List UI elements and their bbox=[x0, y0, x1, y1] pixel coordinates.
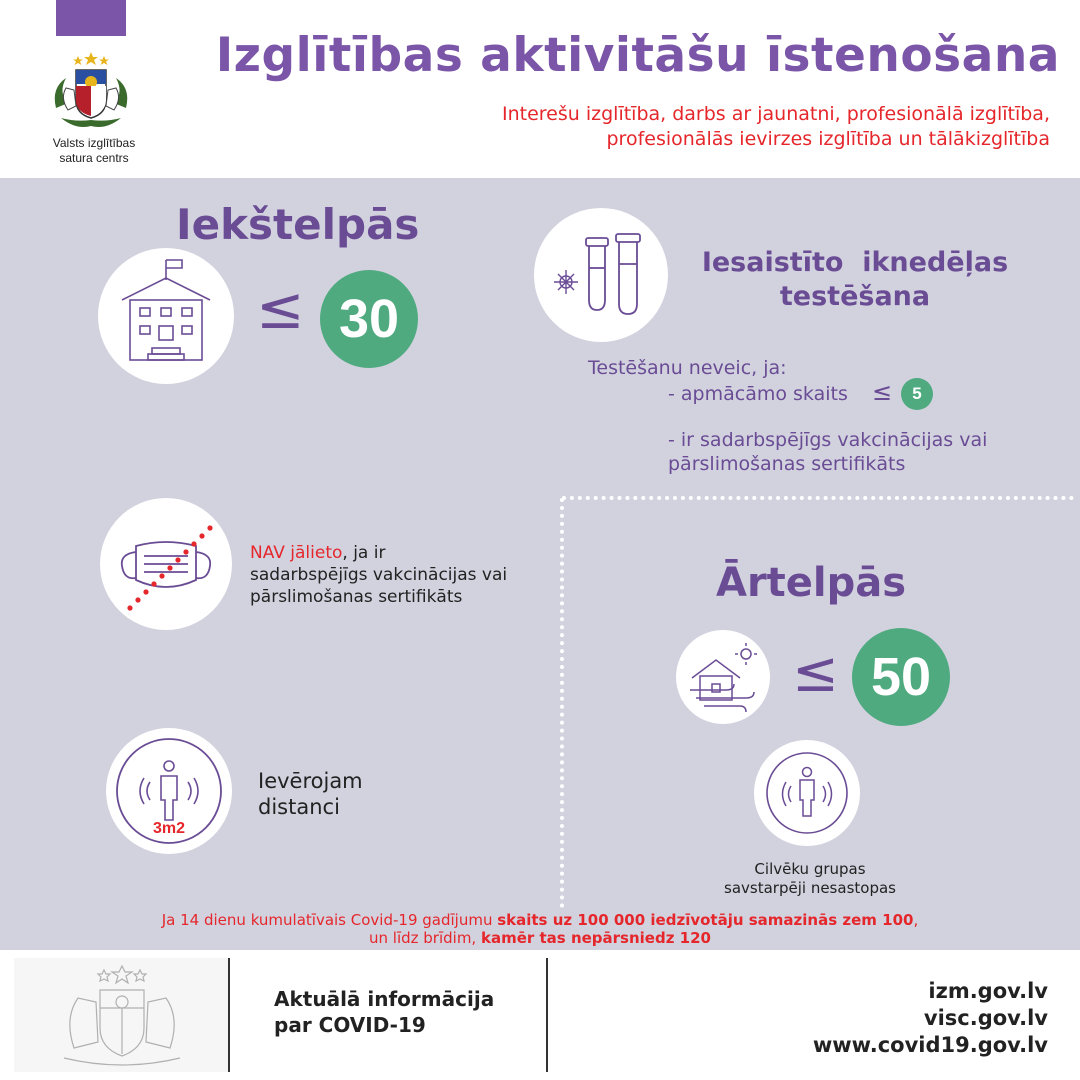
distance-text-line2: distanci bbox=[258, 795, 340, 819]
face-mask-icon bbox=[100, 498, 232, 630]
house-wind-sun-icon bbox=[676, 630, 770, 724]
note-part1-end: , bbox=[913, 911, 919, 929]
indoor-heading: Iekštelpās bbox=[176, 200, 420, 249]
test-icon-circle bbox=[534, 208, 668, 342]
testing-heading-line2: testēšana bbox=[779, 281, 931, 312]
testing-condition1: - apmācāmo skaits bbox=[668, 383, 848, 405]
footer-link-visc[interactable]: visc.gov.lv bbox=[923, 1006, 1048, 1030]
testing-condition2-line2: pārslimošanas sertifikāts bbox=[668, 453, 906, 475]
testing-condition2 bbox=[668, 428, 987, 476]
footer-divider-left bbox=[228, 958, 230, 1072]
distance-icon-circle bbox=[106, 728, 232, 854]
indoor-leq-symbol: ≤ bbox=[256, 274, 305, 342]
page-subtitle bbox=[360, 102, 1050, 152]
subtitle-line2: profesionālās ievirzes izglītība un tālākizglītība bbox=[606, 128, 1050, 150]
coat-of-arms-icon bbox=[46, 48, 136, 138]
groups-text-line1: Cilvēku grupas bbox=[754, 860, 866, 878]
section-divider-horizontal bbox=[562, 496, 1074, 500]
outdoor-limit-badge: 50 bbox=[852, 628, 950, 726]
groups-icon-circle bbox=[754, 740, 860, 846]
org-name-line1: Valsts izglītības bbox=[52, 136, 136, 150]
outdoor-icon-circle bbox=[676, 630, 770, 724]
school-building-icon bbox=[98, 248, 234, 384]
page-title: Izglītības aktivitāšu īstenošana bbox=[215, 28, 1060, 83]
person-distance-icon bbox=[106, 728, 232, 854]
subtitle-line1: Interešu izglītība, darbs ar jaunatni, profesionālā izglītība, bbox=[502, 103, 1050, 125]
footer-links bbox=[680, 978, 1048, 1059]
mask-text-line3: pārslimošanas sertifikāts bbox=[250, 587, 463, 607]
mask-text-line2: sadarbspējīgs vakcinācijas vai bbox=[250, 565, 508, 585]
condition-note bbox=[60, 911, 1020, 947]
header-accent-bar bbox=[56, 0, 126, 36]
virus-icon bbox=[554, 270, 578, 294]
outdoor-leq-symbol: ≤ bbox=[792, 640, 839, 705]
footer-link-covid19[interactable]: www.covid19.gov.lv bbox=[812, 1033, 1048, 1057]
groups-text bbox=[700, 860, 920, 898]
mask-icon-circle bbox=[100, 498, 232, 630]
testing-condition2-line1: - ir sadarbspējīgs vakcinācijas vai bbox=[668, 429, 988, 451]
org-name bbox=[34, 136, 154, 166]
distance-text bbox=[258, 768, 363, 820]
mask-text bbox=[250, 542, 507, 608]
org-name-line2: satura centrs bbox=[59, 151, 129, 165]
footer-info-line1: Aktuālā informācija bbox=[274, 987, 495, 1011]
testing-threshold-badge: 5 bbox=[901, 378, 933, 410]
note-part2-bold: kamēr tas nepārsniedz 120 bbox=[480, 929, 711, 947]
footer-info-line2: par COVID-19 bbox=[274, 1013, 426, 1037]
test-tubes-icon bbox=[534, 208, 668, 342]
indoor-limit-badge: 30 bbox=[320, 270, 418, 368]
note-part1-bold: skaits uz 100 000 iedzīvotāju samazinās zem 100 bbox=[497, 911, 914, 929]
person-signal-icon bbox=[754, 740, 860, 846]
testing-heading-line1: Iesaistīto iknedēļas bbox=[701, 247, 1009, 278]
footer-link-izm[interactable]: izm.gov.lv bbox=[928, 979, 1048, 1003]
note-part2: un līdz brīdim, bbox=[369, 929, 481, 947]
testing-leq-symbol: ≤ bbox=[872, 378, 893, 406]
mask-highlight: NAV jālieto bbox=[250, 543, 343, 563]
footer-info bbox=[274, 986, 494, 1038]
distance-text-line1: Ievērojam bbox=[258, 769, 363, 793]
section-divider-vertical bbox=[560, 498, 564, 908]
footer-coat-of-arms-icon bbox=[14, 958, 230, 1072]
testing-heading bbox=[680, 246, 1030, 314]
footer-divider-right bbox=[546, 958, 548, 1072]
groups-text-line2: savstarpēji nesastopas bbox=[724, 879, 896, 897]
note-part1: Ja 14 dienu kumulatīvais Covid-19 gadījumu bbox=[161, 911, 498, 929]
school-icon-circle bbox=[98, 248, 234, 384]
testing-intro: Testēšanu neveic, ja: bbox=[588, 357, 787, 379]
mask-text-line1: , ja ir bbox=[342, 543, 386, 563]
distance-area-label: 3m2 bbox=[152, 820, 186, 837]
outdoor-heading: Ārtelpās bbox=[716, 560, 907, 606]
